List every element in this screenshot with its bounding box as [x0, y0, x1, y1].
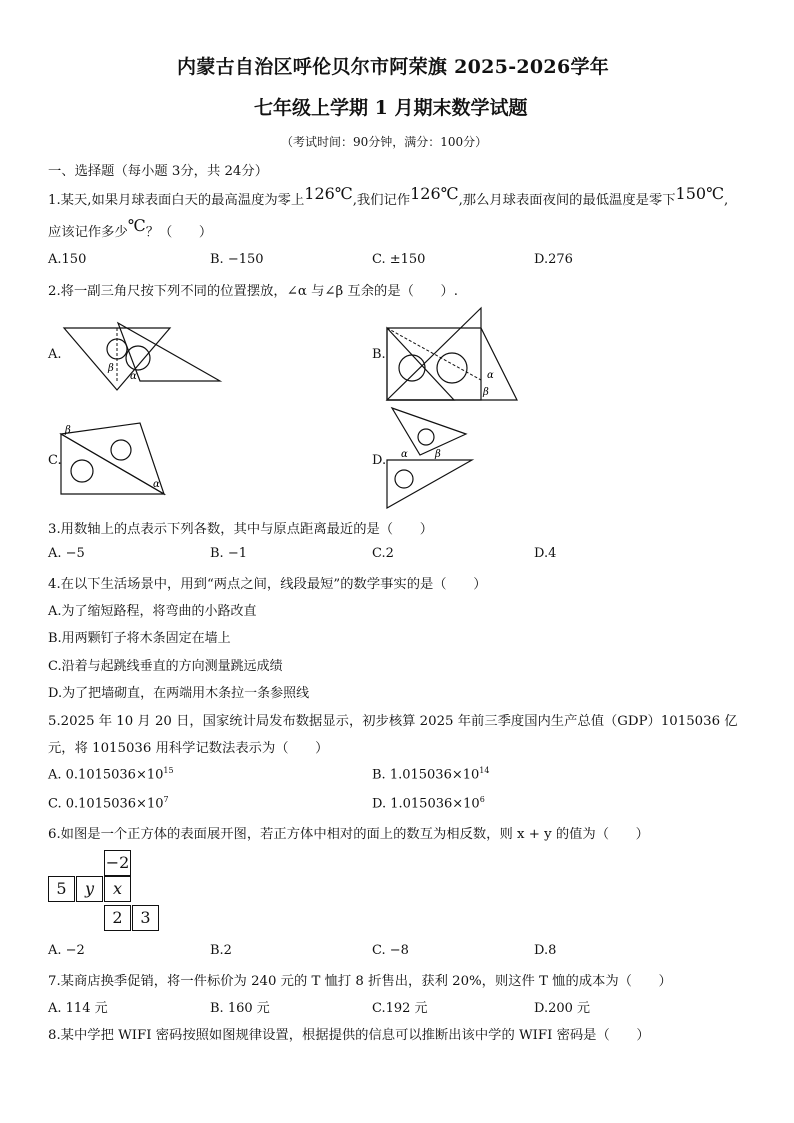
- net-cell: 3: [132, 905, 159, 931]
- q2-figure-a: [60, 318, 230, 398]
- question-2-stem: 2.将一副三角尺按下列不同的位置摆放，∠α 与∠β 互余的是（ ）.: [48, 284, 459, 299]
- alpha-symbol: α: [130, 371, 137, 382]
- q6-option-a[interactable]: A. −2: [48, 943, 85, 958]
- cube-net: [48, 850, 162, 934]
- q2-label-c[interactable]: C.: [48, 453, 62, 468]
- q6-option-c[interactable]: C. −8: [372, 943, 409, 958]
- q1-option-a[interactable]: A.150: [48, 252, 87, 267]
- q1-text-d: ,: [723, 193, 729, 208]
- q5-option-d-exp: 6: [479, 795, 485, 804]
- q1-option-d[interactable]: D.276: [534, 252, 573, 267]
- q5-option-a-text: A. 0.1015036×10: [48, 767, 164, 783]
- q1-text-c: ,那么月球表面夜间的最低温度是零下: [458, 193, 676, 208]
- q1-option-b[interactable]: B. −150: [210, 252, 264, 267]
- q2-label-a[interactable]: A.: [48, 347, 62, 362]
- question-4-stem: 4.在以下生活场景中，用到“两点之间，线段最短”的数学事实的是（ ）: [48, 577, 487, 592]
- q2-figure-d: [384, 405, 479, 511]
- q1-option-c[interactable]: C. ±150: [372, 252, 426, 267]
- q1-temp-2: 126℃: [410, 184, 459, 203]
- q5-option-d-text: D. 1.015036×10: [372, 796, 480, 812]
- q3-option-b[interactable]: B. −1: [210, 546, 247, 561]
- triangle-ruler: [387, 328, 454, 400]
- q2-figure-b: [384, 305, 524, 405]
- q5-option-b[interactable]: [372, 766, 489, 782]
- question-7-stem: 7.某商店换季促销，将一件标价为 240 元的 T 恤打 8 折售出，获利 20%，则这件 T 恤的成本为（ ）: [48, 974, 672, 989]
- q1-text-a: 1.某天,如果月球表面白天的最高温度为零上: [48, 193, 305, 208]
- q7-option-a[interactable]: A. 114 元: [48, 1001, 108, 1016]
- ruler-hole: [437, 353, 467, 383]
- question-3-stem: 3.用数轴上的点表示下列各数，其中与原点距离最近的是（ ）: [48, 522, 433, 537]
- q5-option-a-exp: 15: [163, 766, 174, 775]
- triangle-ruler: [61, 423, 164, 494]
- q6-option-b[interactable]: B.2: [210, 943, 232, 958]
- q2-label-d[interactable]: D.: [372, 453, 387, 468]
- q1-text-f: ？（ ）: [145, 225, 213, 240]
- triangle-ruler: [392, 408, 466, 455]
- q5-option-d[interactable]: [372, 795, 485, 811]
- ruler-hole: [399, 355, 425, 381]
- q3-option-c[interactable]: C.2: [372, 546, 394, 561]
- q5-option-a[interactable]: [48, 766, 174, 782]
- q6-option-d[interactable]: D.8: [534, 943, 557, 958]
- title-line-2: 七年级上学期 1 月期末数学试题: [254, 97, 528, 119]
- question-5-line-1: 5.2025 年 10 月 20 日，国家统计局发布数据显示，初步核算 2025 年前三季度国内生产总值（GDP）1015036 亿: [48, 714, 738, 729]
- q4-option-d[interactable]: D.为了把墙砌直，在两端用木条拉一条参照线: [48, 686, 310, 701]
- alpha-symbol: α: [153, 479, 160, 490]
- exam-info: （考试时间：90分钟，满分：100分）: [281, 135, 488, 149]
- net-cell: −2: [104, 850, 131, 876]
- q5-option-b-text: B. 1.015036×10: [372, 767, 480, 783]
- net-cell: x: [104, 876, 131, 902]
- beta-symbol: β: [483, 387, 489, 398]
- ruler-hole: [111, 440, 131, 460]
- q5-option-b-exp: 14: [479, 766, 490, 775]
- section-heading: 一、选择题（每小题 3分，共 24分）: [48, 164, 268, 179]
- q7-option-c[interactable]: C.192 元: [372, 1001, 428, 1016]
- q2-figure-c: [58, 420, 168, 500]
- q1-text-b: ,我们记作: [352, 193, 411, 208]
- q5-option-c[interactable]: [48, 795, 169, 811]
- alpha-symbol: α: [401, 449, 408, 460]
- question-8-stem: 8.某中学把 WIFI 密码按照如图规律设置，根据提供的信息可以推断出该中学的 WIFI 密码是（ ）: [48, 1028, 650, 1043]
- question-1-line-1: [48, 184, 729, 208]
- q7-option-d[interactable]: D.200 元: [534, 1001, 591, 1016]
- q5-option-c-text: C. 0.1015036×10: [48, 796, 164, 812]
- q3-option-a[interactable]: A. −5: [48, 546, 85, 561]
- q1-unit: ℃: [127, 216, 146, 235]
- question-1-line-2: [48, 216, 213, 240]
- q4-option-b[interactable]: B.用两颗钉子将木条固定在墙上: [48, 631, 231, 646]
- net-cell: 5: [48, 876, 75, 902]
- triangle-ruler: [387, 460, 472, 508]
- beta-symbol: β: [108, 363, 114, 374]
- q5-option-c-exp: 7: [163, 795, 169, 804]
- alpha-symbol: α: [487, 370, 494, 381]
- q3-option-d[interactable]: D.4: [534, 546, 557, 561]
- q7-option-b[interactable]: B. 160 元: [210, 1001, 270, 1016]
- q4-option-a[interactable]: A.为了缩短路程，将弯曲的小路改直: [48, 604, 257, 619]
- title-line-1: 内蒙古自治区呼伦贝尔市阿荣旗 2025-2026学年: [177, 56, 610, 78]
- question-5-line-2: 元，将 1015036 用科学记数法表示为（ ）: [48, 741, 329, 756]
- net-cell: y: [76, 876, 103, 902]
- ruler-hole: [126, 346, 150, 370]
- q1-text-e: 应该记作多少: [48, 225, 128, 240]
- triangle-ruler: [387, 308, 481, 400]
- ruler-hole: [395, 470, 413, 488]
- ruler-hole: [418, 429, 434, 445]
- net-cell: 2: [104, 905, 131, 931]
- question-6-stem: 6.如图是一个正方体的表面展开图，若正方体中相对的面上的数互为相反数，则 x + y 的值为（ ）: [48, 827, 649, 842]
- q1-temp-1: 126℃: [304, 184, 353, 203]
- ruler-hole: [71, 460, 93, 482]
- beta-symbol: β: [65, 425, 71, 436]
- q2-label-b[interactable]: B.: [372, 347, 386, 362]
- q1-temp-3: 150℃: [675, 184, 724, 203]
- beta-symbol: β: [435, 449, 441, 460]
- q4-option-c[interactable]: C.沿着与起跳线垂直的方向测量跳远成绩: [48, 659, 283, 674]
